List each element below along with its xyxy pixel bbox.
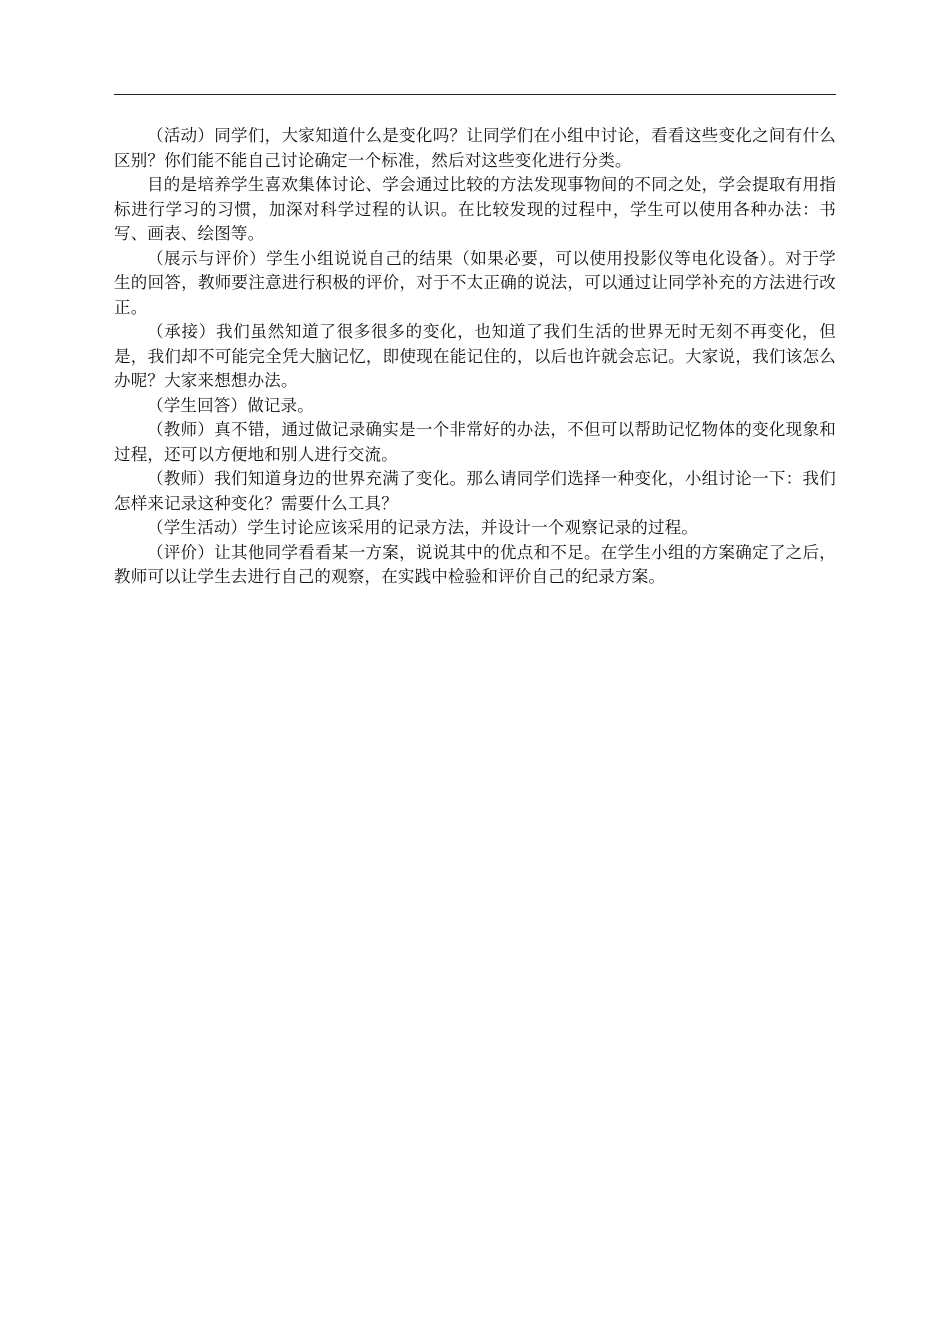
paragraph-student-answer: （学生回答）做记录。 (147, 395, 314, 415)
paragraph-teacher-question: （教师）我们知道身边的世界充满了变化。那么请同学们选择一种变化，小组讨论一下：我们怎样来记录这种变化？需要什么工具？ (114, 469, 836, 513)
document-body (114, 124, 836, 590)
paragraph-teacher-praise: （教师）真不错，通过做记录确实是一个非常好的办法，不但可以帮助记忆物体的变化现象和过程，还可以方便地和别人进行交流。 (114, 420, 836, 464)
paragraph-presentation: （展示与评价）学生小组说说自己的结果（如果必要，可以使用投影仪等电化设备）。对于学生的回答，教师要注意进行积极的评价，对于不太正确的说法，可以通过让同学补充的方法进行改正。 (114, 248, 836, 317)
header-rule (114, 94, 836, 95)
paragraph-evaluation: （评价）让其他同学看看某一方案，说说其中的优点和不足。在学生小组的方案确定了之后，教师可以让学生去进行自己的观察，在实践中检验和评价自己的纪录方案。 (114, 542, 836, 586)
paragraph-purpose: 目的是培养学生喜欢集体讨论、学会通过比较的方法发现事物间的不同之处，学会提取有用指标进行学习的习惯，加深对科学过程的认识。在比较发现的过程中，学生可以使用各种办法：书写、画表、绘图等。 (114, 175, 836, 243)
paragraph-activity: （活动）同学们，大家知道什么是变化吗？让同学们在小组中讨论，看看这些变化之间有什么区别？你们能不能自己讨论确定一个标准，然后对这些变化进行分类。 (114, 126, 836, 170)
paragraph-student-activity: （学生活动）学生讨论应该采用的记录方法，并设计一个观察记录的过程。 (147, 518, 699, 537)
paragraph-transition: （承接）我们虽然知道了很多很多的变化，也知道了我们生活的世界无时无刻不再变化，但是，我们却不可能完全凭大脑记忆，即使现在能记住的，以后也许就会忘记。大家说，我们该怎么办呢？大家来想想办法。 (114, 322, 836, 390)
